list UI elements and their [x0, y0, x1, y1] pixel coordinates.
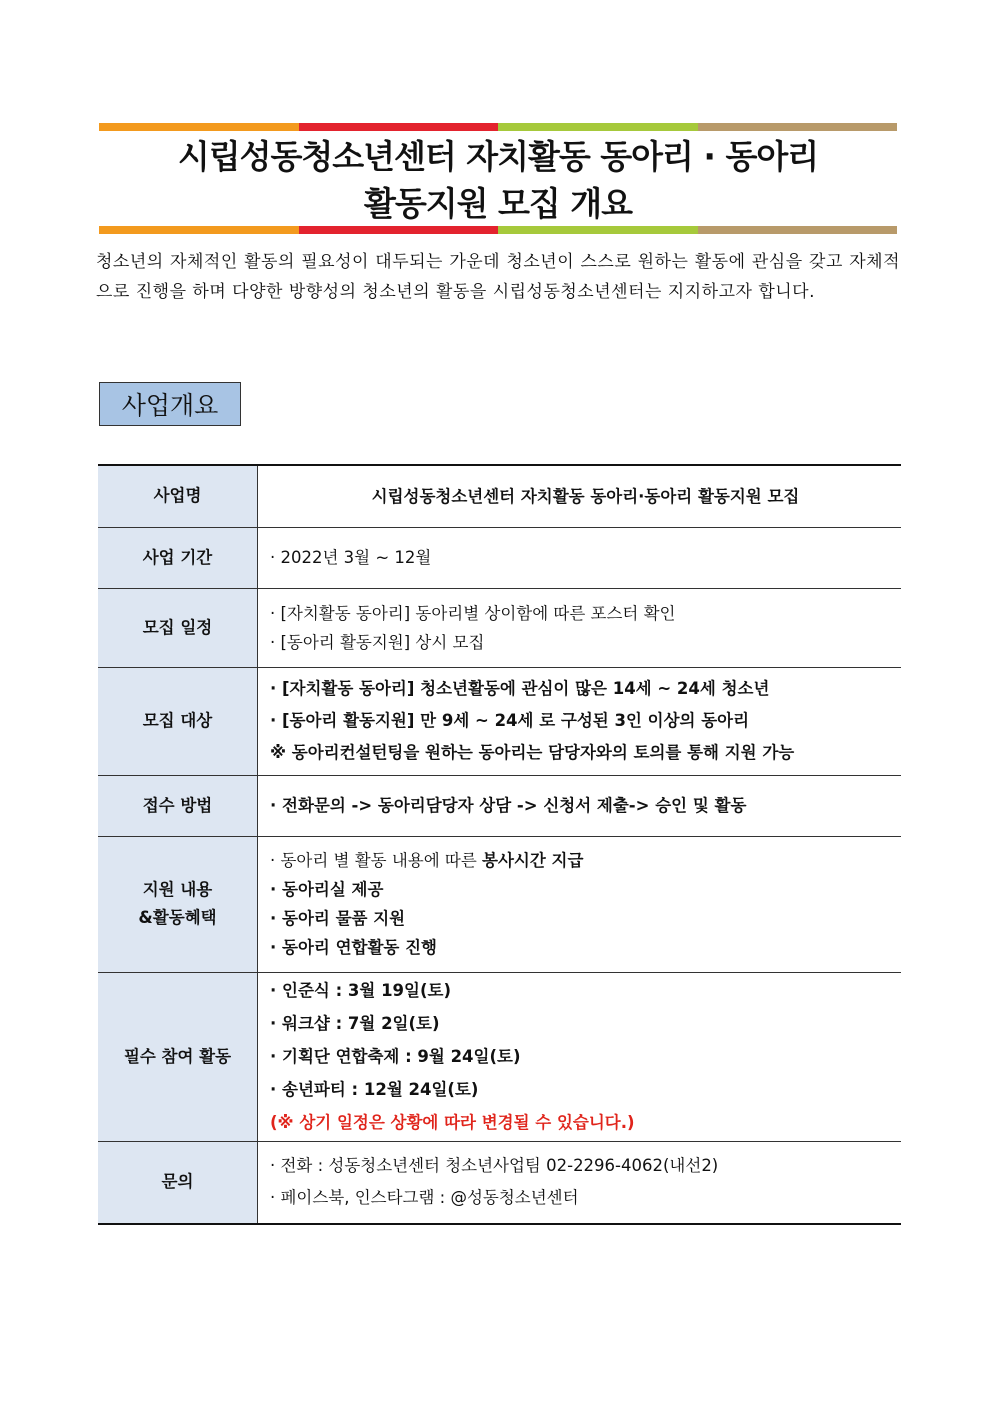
row-header	[98, 836, 258, 972]
row-value	[258, 836, 902, 972]
table-row-schedule	[98, 588, 901, 667]
color-segment-red	[299, 226, 499, 234]
required-line: · 워크샵 : 7월 2일(토)	[270, 1014, 440, 1033]
row-header: 접수 방법	[98, 775, 258, 836]
contact-line: · 페이스북, 인스타그램 : @성동청소년센터	[270, 1188, 579, 1208]
row-value	[258, 588, 902, 667]
required-notice: (※ 상기 일정은 상황에 따라 변경될 수 있습니다.)	[270, 1113, 635, 1132]
color-segment-orange	[99, 226, 299, 234]
row-value	[258, 527, 902, 588]
target-line: · [자치활동 동아리] 청소년활동에 관심이 많은 14세 ~ 24세 청소년	[270, 679, 770, 698]
support-label-line2: &활동혜택	[138, 908, 217, 927]
table-row-target	[98, 667, 901, 775]
support-line: · 동아리 물품 지원	[270, 909, 406, 928]
section-label: 사업개요	[99, 382, 241, 426]
target-line: ※ 동아리컨설턴팅을 원하는 동아리는 담당자와의 토의를 통해 지원 가능	[270, 743, 795, 762]
overview-table	[98, 464, 901, 1225]
row-header: 모집 대상	[98, 667, 258, 775]
row-header: 사업 기간	[98, 527, 258, 588]
color-segment-red	[299, 123, 499, 131]
support-line1-plain: · 동아리 별 활동 내용에 따른	[270, 851, 483, 870]
table-row-apply	[98, 775, 901, 836]
required-line: · 송년파티 : 12월 24일(토)	[270, 1080, 479, 1099]
intro-paragraph: 청소년의 자체적인 활동의 필요성이 대두되는 가운데 청소년이 스스로 원하는 활동에 관심을 갖고 자체적으로 진행을 하며 다양한 방향성의 청소년의 활동을 시립성동청소년센터는 지지하고자 합니다.	[96, 252, 900, 302]
color-segment-tan	[698, 226, 898, 234]
table-row-name	[98, 465, 901, 527]
row-header: 사업명	[98, 465, 258, 527]
page-title-line2: 활동지원 모집 개요	[363, 184, 632, 223]
table-row-contact	[98, 1141, 901, 1224]
support-line: · 동아리실 제공	[270, 880, 384, 899]
color-segment-green	[498, 123, 698, 131]
schedule-line: · [자치활동 동아리] 동아리별 상이함에 따른 포스터 확인	[270, 603, 676, 623]
color-segment-tan	[698, 123, 898, 131]
bottom-color-bar	[99, 226, 897, 234]
schedule-line: · [동아리 활동지원] 상시 모집	[270, 632, 485, 652]
row-header: 필수 참여 활동	[98, 972, 258, 1141]
support-label-line1: 지원 내용	[142, 880, 213, 899]
row-header: 문의	[98, 1141, 258, 1224]
required-line: · 기획단 연합축제 : 9월 24일(토)	[270, 1047, 521, 1066]
page-title-line1: 시립성동청소년센터 자치활동 동아리 · 동아리	[177, 137, 819, 176]
contact-line: · 전화 : 성동청소년센터 청소년사업팀 02-2296-4062(내선2)	[270, 1156, 719, 1176]
support-line1-bold: 봉사시간 지급	[482, 851, 584, 870]
top-color-bar	[99, 123, 897, 131]
support-line: · 동아리 연합활동 진행	[270, 938, 437, 957]
required-line: · 인준식 : 3월 19일(토)	[270, 981, 452, 1000]
row-value	[258, 775, 902, 836]
row-value	[258, 1141, 902, 1224]
row-value	[258, 667, 902, 775]
period-line: · 2022년 3월 ~ 12월	[270, 548, 432, 567]
row-header: 모집 일정	[98, 588, 258, 667]
table-row-required	[98, 972, 901, 1141]
target-line: · [동아리 활동지원] 만 9세 ~ 24세 로 구성된 3인 이상의 동아리	[270, 711, 750, 730]
apply-line: · 전화문의 -> 동아리담당자 상담 -> 신청서 제출-> 승인 및 활동	[270, 796, 747, 815]
color-segment-green	[498, 226, 698, 234]
color-segment-orange	[99, 123, 299, 131]
row-value	[258, 972, 902, 1141]
row-value: 시립성동청소년센터 자치활동 동아리·동아리 활동지원 모집	[258, 465, 902, 527]
table-row-period	[98, 527, 901, 588]
support-line	[270, 846, 901, 875]
table-row-support	[98, 836, 901, 972]
